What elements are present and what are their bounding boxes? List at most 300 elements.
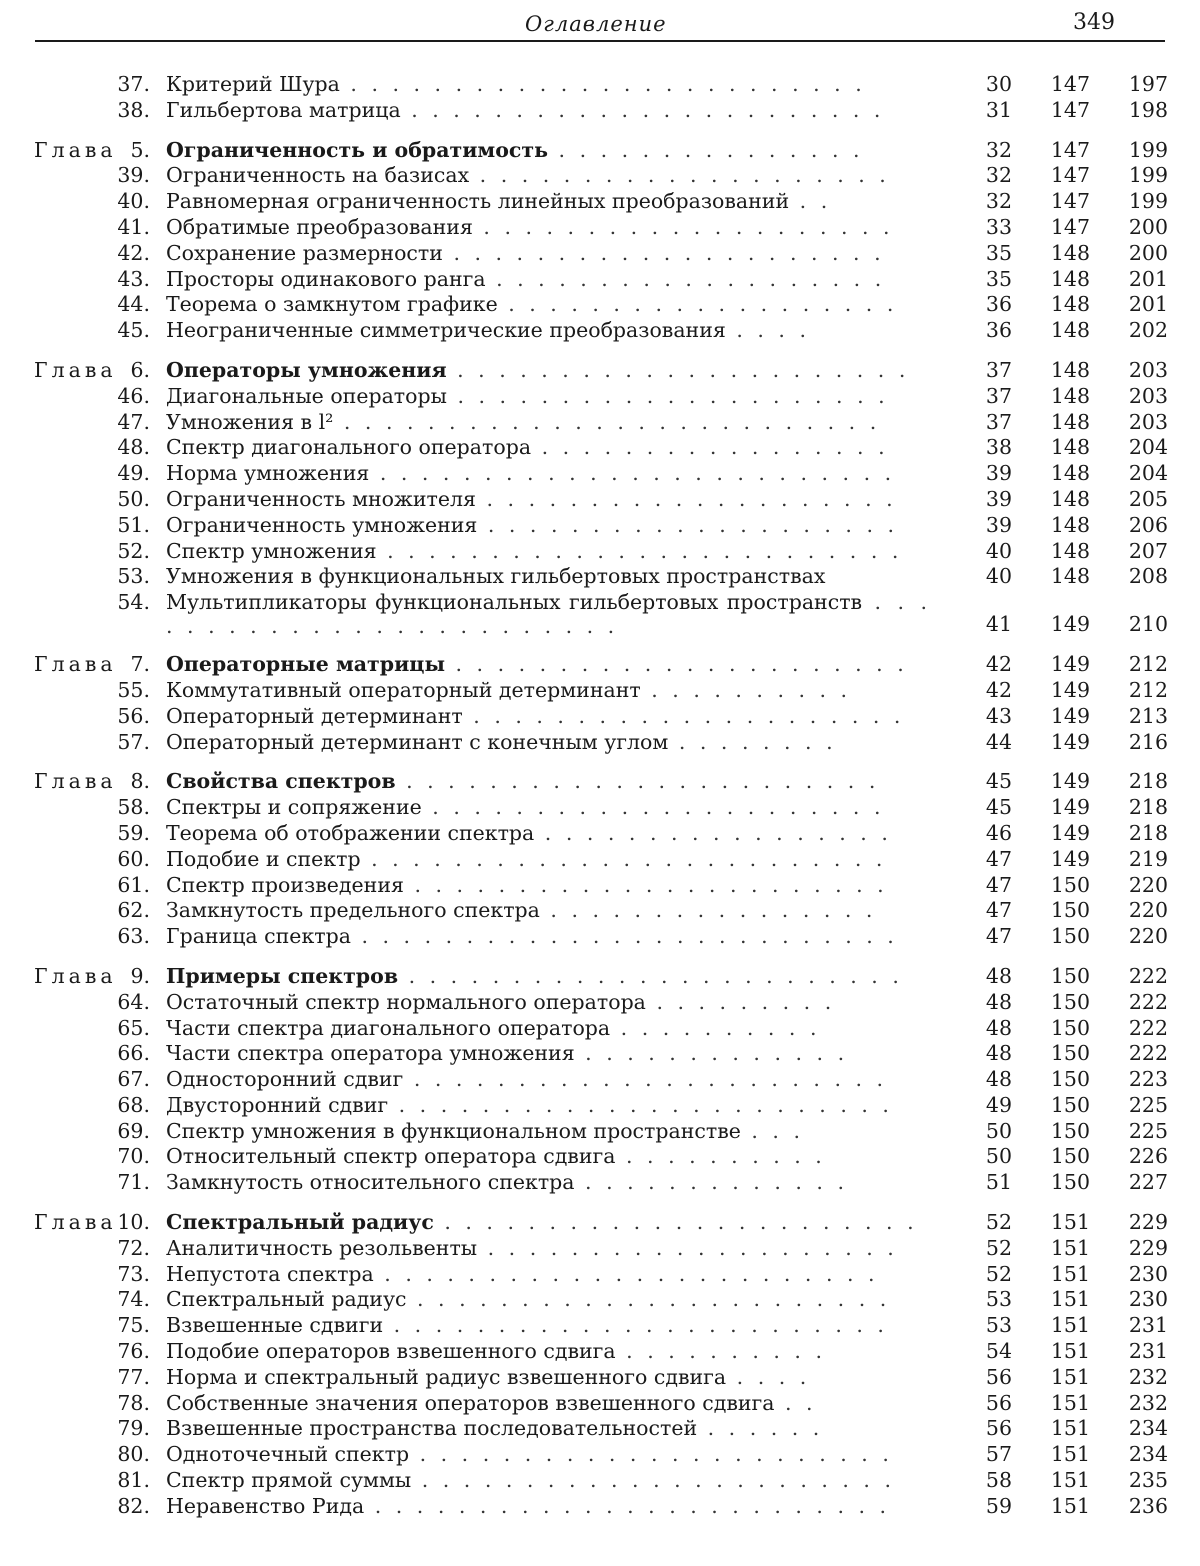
page-ref-2: 151	[1050, 1235, 1090, 1260]
page-ref-1: 32	[985, 189, 1012, 214]
entry-title-text: Теорема о замкнутом графике	[166, 292, 498, 317]
page-ref-2: 150	[1050, 898, 1090, 923]
toc-entry[interactable]	[0, 1313, 1200, 1339]
page-ref-1: 59	[985, 1493, 1012, 1518]
page-ref-3: 216	[1128, 729, 1168, 754]
section-title	[166, 1468, 931, 1494]
page-ref-1: 53	[985, 1313, 1012, 1338]
toc-section	[0, 769, 1200, 950]
section-title	[166, 1339, 931, 1365]
page-ref-3: 204	[1128, 435, 1168, 460]
section-number: 50.	[117, 486, 150, 511]
page-ref-2: 148	[1050, 461, 1090, 486]
section-number: 37.	[117, 72, 150, 96]
section-title	[166, 873, 931, 899]
page-ref-2: 151	[1050, 1416, 1090, 1441]
section-number: 72.	[117, 1235, 150, 1260]
section-number: 68.	[117, 1092, 150, 1117]
toc-entry[interactable]	[0, 539, 1200, 565]
page-ref-3: 222	[1128, 1041, 1168, 1066]
toc-entry[interactable]	[0, 1494, 1200, 1520]
section-title	[166, 98, 931, 124]
section-title	[166, 72, 931, 98]
section-title	[166, 1365, 931, 1391]
section-number: 42.	[117, 240, 150, 265]
dot-leader: . . . . . . . . . . . . . . . . . . . . . . . .	[383, 1313, 888, 1338]
page-ref-3: 234	[1128, 1442, 1168, 1467]
page-ref-3: 200	[1128, 214, 1168, 239]
section-title	[166, 1170, 931, 1196]
dot-leader: . . . . . . . . . . . . . . . . . . . . .	[442, 240, 885, 265]
page-ref-1: 58	[985, 1468, 1012, 1493]
page-ref-2: 148	[1050, 538, 1090, 563]
page-ref-1: 48	[985, 1015, 1012, 1040]
dot-leader: . . . . . . . . . . . . . . . . . . . .	[477, 1235, 898, 1260]
toc-entry[interactable]	[0, 847, 1200, 873]
toc-entry[interactable]	[0, 410, 1200, 436]
section-number: 55.	[117, 677, 150, 702]
page-ref-2: 148	[1050, 357, 1090, 382]
entry-title-text: Части спектра диагонального оператора	[166, 1015, 611, 1040]
entry-title-text: Просторы одинакового ранга	[166, 266, 486, 291]
toc-entry[interactable]	[0, 435, 1200, 461]
toc-entry[interactable]	[0, 704, 1200, 730]
section-number: 40.	[117, 189, 150, 214]
page-ref-3: 225	[1128, 1092, 1168, 1117]
section-title	[166, 678, 931, 704]
page-ref-1: 40	[985, 538, 1012, 563]
dot-leader: . . . . . . . . . . . . . . . . . . . . .	[462, 703, 905, 728]
page-ref-3: 226	[1128, 1144, 1168, 1169]
toc-entry[interactable]	[0, 564, 1200, 590]
entry-title-text: Норма и спектральный радиус взвешенного сдвига	[166, 1364, 727, 1389]
page-ref-2: 150	[1050, 872, 1090, 897]
page-ref-3: 207	[1128, 538, 1168, 563]
entry-title-text: Неограниченные симметрические преобразования	[166, 318, 726, 343]
dot-leader: . . . . . . . .	[668, 729, 837, 754]
page-ref-2: 149	[1050, 769, 1090, 794]
chapter-prefix: Глава	[34, 652, 117, 677]
toc-entry[interactable]	[0, 461, 1200, 487]
toc-entry[interactable]	[0, 98, 1200, 124]
toc-entry[interactable]	[0, 72, 1200, 98]
page-ref-1: 48	[985, 1067, 1012, 1092]
entry-title-text: Операторный детерминант с конечным углом	[166, 729, 669, 754]
chapter-title	[166, 358, 931, 384]
page-number: 349	[1073, 10, 1115, 35]
page-ref-2: 148	[1050, 292, 1090, 317]
dot-leader: . . . . . . . . . . . . . . . . . . . . . . .	[433, 1210, 918, 1235]
page-ref-2: 149	[1050, 612, 1090, 637]
toc-entry[interactable]	[0, 384, 1200, 410]
section-title	[166, 1494, 931, 1520]
page-ref-1: 45	[985, 795, 1012, 820]
section-number: 53.	[117, 564, 150, 589]
header-rule	[35, 40, 1165, 42]
dot-leader: . . . . . . . . . . . . . . . . . . .	[497, 292, 898, 317]
running-header	[35, 8, 1165, 38]
entry-title-text: Операторный детерминант	[166, 703, 463, 728]
page-ref-1: 47	[985, 898, 1012, 923]
section-title	[166, 924, 931, 950]
entry-title-text: Собственные значения операторов взвешенного сдвига	[166, 1390, 775, 1415]
toc-chapter-entry[interactable]	[0, 138, 1200, 164]
page-ref-3: 212	[1128, 677, 1168, 702]
page-ref-3: 201	[1128, 292, 1168, 317]
toc-entry[interactable]	[0, 1468, 1200, 1494]
page-ref-3: 203	[1128, 383, 1168, 408]
page-ref-1: 43	[985, 703, 1012, 728]
page-ref-3: 225	[1128, 1118, 1168, 1143]
toc-entry[interactable]	[0, 873, 1200, 899]
section-title	[166, 163, 931, 189]
section-number: 61.	[117, 872, 150, 897]
toc-entry[interactable]	[0, 292, 1200, 318]
dot-leader: . . . . . . . . . . . . . . . . . . . .	[472, 214, 894, 239]
section-number: 75.	[117, 1313, 150, 1338]
page-ref-1: 39	[985, 461, 1012, 486]
dot-leader: . . . . . . . . . . . . . . . . . . . . . . .	[406, 1287, 891, 1312]
page-ref-1: 57	[985, 1442, 1012, 1467]
page-ref-3: 220	[1128, 898, 1168, 923]
page-ref-2: 150	[1050, 963, 1090, 988]
chapter-title	[166, 652, 931, 678]
dot-leader: . . . . . . . . . .	[640, 677, 852, 702]
toc-entry[interactable]	[0, 678, 1200, 704]
page-ref-1: 56	[985, 1416, 1012, 1441]
page-ref-1: 50	[985, 1118, 1012, 1143]
page-ref-2: 148	[1050, 512, 1090, 537]
entry-title-text: Ограниченность умножения	[166, 512, 478, 537]
page-ref-3: 205	[1128, 486, 1168, 511]
entry-title-text: Операторы умножения	[166, 357, 447, 382]
section-title	[166, 564, 931, 590]
section-title	[166, 215, 931, 241]
entry-title-text: Остаточный спектр нормального оператора	[166, 989, 646, 1014]
toc-chapter-entry[interactable]	[0, 769, 1200, 795]
page-ref-3: 227	[1128, 1170, 1168, 1195]
section-title	[166, 1416, 931, 1442]
page-ref-2: 147	[1050, 189, 1090, 214]
entry-title-text: Свойства спектров	[166, 769, 396, 794]
section-number: 43.	[117, 266, 150, 291]
toc-entry[interactable]	[0, 1093, 1200, 1119]
section-title	[166, 410, 931, 436]
toc-section	[0, 964, 1200, 1196]
section-number: 77.	[117, 1364, 150, 1389]
section-number: 71.	[117, 1170, 150, 1195]
entry-title-text: Спектр произведения	[166, 872, 404, 897]
section-title	[166, 990, 931, 1016]
entry-title-text: Спектральный радиус	[166, 1210, 434, 1235]
dot-leader: . . . . . . . . . . . . . . . . . . . . . .	[421, 795, 885, 820]
page-ref-1: 52	[985, 1261, 1012, 1286]
entry-title-text: Умножения в l²	[166, 409, 334, 434]
chapter-prefix: Глава	[34, 357, 117, 382]
page-ref-3: 213	[1128, 703, 1168, 728]
entry-title-text: Сохранение размерности	[166, 240, 443, 265]
section-number: 58.	[117, 795, 150, 820]
page-ref-2: 148	[1050, 266, 1090, 291]
section-number: 51.	[117, 512, 150, 537]
page-ref-3: 206	[1128, 512, 1168, 537]
page-ref-3: 197	[1128, 72, 1168, 96]
page-ref-1: 39	[985, 512, 1012, 537]
section-title	[166, 1041, 931, 1067]
section-number: 48.	[117, 435, 150, 460]
dot-leader: . . . . . . . . . . . . . . .	[548, 137, 864, 162]
page-ref-3: 204	[1128, 461, 1168, 486]
page-ref-2: 148	[1050, 318, 1090, 343]
page-ref-1: 44	[985, 729, 1012, 754]
toc-entry[interactable]	[0, 318, 1200, 344]
page-ref-3: 218	[1128, 769, 1168, 794]
toc-entry[interactable]	[0, 795, 1200, 821]
page-ref-2: 149	[1050, 677, 1090, 702]
page-ref-3: 222	[1128, 989, 1168, 1014]
toc-entry[interactable]	[0, 1067, 1200, 1093]
page-ref-3: 232	[1128, 1364, 1168, 1389]
page-ref-2: 151	[1050, 1313, 1090, 1338]
page-ref-3: 231	[1128, 1339, 1168, 1364]
page-ref-1: 35	[985, 266, 1012, 291]
dot-leader: . . . . . . . . . . . . . . . . . . . . . . . . .	[376, 538, 903, 563]
toc-entry[interactable]	[0, 990, 1200, 1016]
dot-leader: . . . . . . . . . . . . . . . . . . . . . . . . .	[369, 461, 896, 486]
table-of-contents	[0, 72, 1200, 1534]
entry-title-text: Теорема об отображении спектра	[166, 820, 535, 845]
page-ref-1: 38	[985, 435, 1012, 460]
section-number: 59.	[117, 820, 150, 845]
page-ref-1: 37	[985, 383, 1012, 408]
section-number: 47.	[117, 409, 150, 434]
chapter-number: 8.	[130, 769, 150, 794]
page-ref-3: 232	[1128, 1390, 1168, 1415]
toc-entry[interactable]	[0, 590, 1200, 638]
page-ref-1: 35	[985, 240, 1012, 265]
entry-title-text: Взвешенные пространства последовательностей	[166, 1416, 698, 1441]
page-ref-2: 149	[1050, 795, 1090, 820]
dot-leader: . . . . . . . . . .	[615, 1339, 826, 1364]
dot-leader: . . . .	[726, 1364, 811, 1389]
toc-entry[interactable]	[0, 1365, 1200, 1391]
toc-entry[interactable]	[0, 1236, 1200, 1262]
page-ref-3: 229	[1128, 1235, 1168, 1260]
page-ref-3: 230	[1128, 1261, 1168, 1286]
entry-title-text: Норма умножения	[166, 461, 370, 486]
toc-entry[interactable]	[0, 487, 1200, 513]
entry-title-text: Операторные матрицы	[166, 652, 445, 677]
section-title	[166, 795, 931, 821]
toc-entry[interactable]	[0, 1339, 1200, 1365]
page-ref-1: 49	[985, 1092, 1012, 1117]
page-ref-2: 148	[1050, 409, 1090, 434]
page-ref-1: 45	[985, 769, 1012, 794]
section-title	[166, 384, 931, 410]
dot-leader: . . . . . . . . . .	[615, 1144, 826, 1169]
toc-entry[interactable]	[0, 1416, 1200, 1442]
running-header-title: Оглавление	[525, 12, 667, 36]
section-number: 57.	[117, 729, 150, 754]
dot-leader: . . . . . . . . . . . . . . . . . . . .	[477, 512, 898, 537]
entry-title-text: Спектр умножения	[166, 538, 377, 563]
section-number: 38.	[117, 97, 150, 122]
page-ref-3: 210	[1128, 612, 1168, 637]
toc-entry[interactable]	[0, 189, 1200, 215]
chapter-number: 9.	[130, 963, 150, 988]
page-ref-2: 150	[1050, 1118, 1090, 1143]
section-title	[166, 1236, 931, 1262]
page-ref-1: 37	[985, 357, 1012, 382]
page-ref-2: 150	[1050, 1041, 1090, 1066]
toc-entry[interactable]	[0, 1119, 1200, 1145]
toc-chapter-entry[interactable]	[0, 652, 1200, 678]
page-ref-2: 151	[1050, 1390, 1090, 1415]
page-ref-2: 151	[1050, 1210, 1090, 1235]
section-number: 62.	[117, 898, 150, 923]
toc-entry[interactable]	[0, 924, 1200, 950]
page-ref-3: 199	[1128, 163, 1168, 188]
toc-chapter-entry[interactable]	[0, 964, 1200, 990]
page-ref-2: 151	[1050, 1493, 1090, 1518]
chapter-number: 10.	[117, 1210, 150, 1235]
page-ref-1: 54	[985, 1339, 1012, 1364]
page-ref-2: 149	[1050, 729, 1090, 754]
chapter-prefix: Глава	[34, 963, 117, 988]
dot-leader: . . . . . . . . . . . . . . . . . . . . . . .	[403, 1067, 888, 1092]
page-ref-3: 212	[1128, 652, 1168, 677]
dot-leader: . . . . . . . . . . . . . . . . . . . . . .	[446, 357, 910, 382]
entry-title-text: Подобие операторов взвешенного сдвига	[166, 1339, 616, 1364]
section-number: 39.	[117, 163, 150, 188]
page-ref-2: 149	[1050, 703, 1090, 728]
section-title	[166, 847, 931, 873]
toc-chapter-entry[interactable]	[0, 358, 1200, 384]
dot-leader: . . . . . . . . . . . . . . . .	[539, 898, 877, 923]
page-ref-3: 234	[1128, 1416, 1168, 1441]
page-ref-3: 199	[1128, 137, 1168, 162]
page-ref-2: 147	[1050, 72, 1090, 96]
section-title	[166, 189, 931, 215]
section-title	[166, 1442, 931, 1468]
page-ref-2: 151	[1050, 1287, 1090, 1312]
toc-entry[interactable]	[0, 1391, 1200, 1417]
toc-entry[interactable]	[0, 241, 1200, 267]
section-title	[166, 292, 931, 318]
toc-entry[interactable]	[0, 821, 1200, 847]
page-ref-1: 42	[985, 677, 1012, 702]
toc-section	[0, 652, 1200, 755]
dot-leader: . . . . . . . . . . . . . . . . . . . . . .	[445, 652, 908, 677]
section-title	[166, 318, 931, 344]
entry-title-text: Замкнутость предельного спектра	[166, 898, 540, 923]
toc-entry[interactable]	[0, 267, 1200, 293]
section-number: 69.	[117, 1118, 150, 1143]
entry-title-text: Умножения в функциональных гильбертовых пространствах	[166, 564, 826, 589]
section-number: 67.	[117, 1067, 150, 1092]
page-ref-1: 50	[985, 1144, 1012, 1169]
toc-section	[0, 72, 1200, 124]
entry-title-text: Части спектра оператора умножения	[166, 1041, 575, 1066]
toc-entry[interactable]	[0, 513, 1200, 539]
dot-leader: . . . . . . . . . . . . . . . . . . . . . . . . .	[166, 590, 931, 639]
page-ref-3: 220	[1128, 872, 1168, 897]
section-number: 81.	[117, 1468, 150, 1493]
dot-leader: . . . . . . . . . . . . . . . . . . . . . . .	[403, 872, 888, 897]
page-ref-1: 40	[985, 564, 1012, 589]
page-ref-2: 148	[1050, 486, 1090, 511]
section-title	[166, 590, 931, 638]
entry-title-text: Подобие и спектр	[166, 846, 361, 871]
toc-entry[interactable]	[0, 1442, 1200, 1468]
page-ref-2: 147	[1050, 137, 1090, 162]
page-ref-1: 36	[985, 318, 1012, 343]
entry-title-text: Одноточечный спектр	[166, 1442, 410, 1467]
dot-leader: . . . . . . . . . . . . . . . . . . . . .	[446, 383, 889, 408]
page-ref-1: 47	[985, 872, 1012, 897]
toc-entry[interactable]	[0, 730, 1200, 756]
page-ref-2: 148	[1050, 383, 1090, 408]
section-title	[166, 1144, 931, 1170]
page-ref-1: 41	[985, 612, 1012, 637]
page-ref-1: 56	[985, 1390, 1012, 1415]
toc-entry[interactable]	[0, 1287, 1200, 1313]
page-ref-2: 150	[1050, 924, 1090, 949]
page-ref-3: 200	[1128, 240, 1168, 265]
page-ref-3: 222	[1128, 963, 1168, 988]
dot-leader: . . . . . .	[697, 1416, 824, 1441]
dot-leader: . . . . . . . . . . . . . . . . . . . .	[475, 486, 897, 511]
chapter-title	[166, 138, 931, 164]
section-number: 65.	[117, 1015, 150, 1040]
page-ref-3: 201	[1128, 266, 1168, 291]
page-ref-3: 203	[1128, 357, 1168, 382]
section-number: 41.	[117, 214, 150, 239]
toc-entry[interactable]	[0, 898, 1200, 924]
page-ref-3: 236	[1128, 1493, 1168, 1518]
dot-leader: . . . . . . . . . . . . . . . . .	[531, 435, 889, 460]
entry-title-text: Ограниченность на базисах	[166, 163, 470, 188]
entry-title-text: Двусторонний сдвиг	[166, 1092, 389, 1117]
toc-chapter-entry[interactable]	[0, 1210, 1200, 1236]
page-ref-2: 147	[1050, 214, 1090, 239]
section-number: 60.	[117, 846, 150, 871]
page-ref-3: 231	[1128, 1313, 1168, 1338]
dot-leader: . . . . . . . . . . . . . . . . . . . . . . . . .	[364, 1493, 891, 1518]
toc-entry[interactable]	[0, 1016, 1200, 1042]
page-ref-1: 51	[985, 1170, 1012, 1195]
section-title	[166, 1262, 931, 1288]
toc-entry[interactable]	[0, 1262, 1200, 1288]
dot-leader: . . . . . . . . . . . . . . . . .	[534, 820, 892, 845]
page-ref-2: 151	[1050, 1468, 1090, 1493]
dot-leader: . . . . . . . . .	[645, 989, 836, 1014]
toc-entry[interactable]	[0, 1144, 1200, 1170]
toc-entry[interactable]	[0, 215, 1200, 241]
entry-title-text: Спектр умножения в функциональном пространстве	[166, 1118, 741, 1143]
toc-section	[0, 358, 1200, 638]
section-title	[166, 1391, 931, 1417]
entry-title-text: Диагональные операторы	[166, 383, 447, 408]
toc-entry[interactable]	[0, 1041, 1200, 1067]
page-ref-2: 151	[1050, 1261, 1090, 1286]
toc-section	[0, 138, 1200, 344]
toc-entry[interactable]	[0, 1170, 1200, 1196]
dot-leader: . . . . . . . . . . . . . . . . . . . . . . . . . .	[350, 924, 898, 949]
section-title	[166, 241, 931, 267]
page-ref-2: 147	[1050, 163, 1090, 188]
toc-entry[interactable]	[0, 163, 1200, 189]
